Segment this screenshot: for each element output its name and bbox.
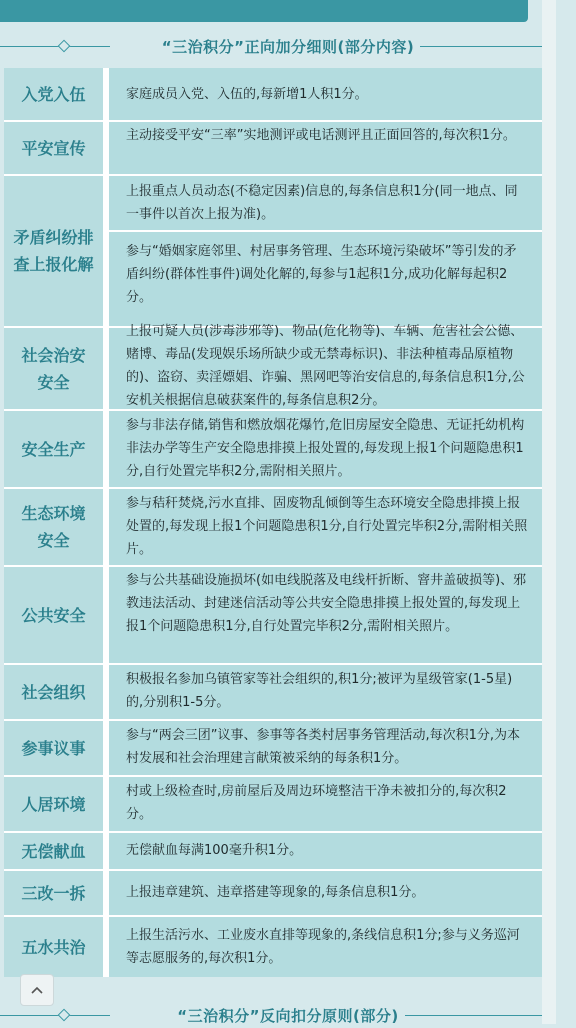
diamond-ornament-icon — [58, 40, 71, 53]
table-row — [4, 122, 542, 174]
row-rule: 上报可疑人员(涉毒涉邪等)、物品(危化物等)、车辆、危害社会公德、赌博、毒品(发现娱乐场所缺少或无禁毒标识)、非法种植毒品原植物的)、盗窃、卖淫嫖娼、诈骗、黑网吧等治安信息的,每条信息积1分,公安机关根据信息破获案件的,每条信息积2分。 — [126, 324, 525, 408]
row-category: 五水共治 — [21, 937, 86, 957]
row-category: 人居环境 — [21, 794, 86, 814]
diamond-ornament-icon — [58, 1009, 71, 1022]
chevron-up-icon — [30, 985, 44, 995]
row-rule: 参与非法存储,销售和燃放烟花爆竹,危旧房屋安全隐患、无证托幼机构非法办学等生产安全隐患排摸上报处置的,每发现上报1个问题隐患积1分,自行处置完毕积2分,需附相关照片。 — [126, 418, 525, 479]
row-rule: 参与“两会三团”议事、参事等各类村居事务管理活动,每次积1分,为本村发展和社会治理建言献策被采纳的每条积1分。 — [126, 728, 521, 766]
table-row — [4, 833, 542, 869]
row-rule: 积极报名参加乌镇管家等社会组织的,积1分;被评为星级管家(1-5星)的,分别积1-5分。 — [126, 672, 513, 710]
row-rule: 参与“婚姻家庭邻里、村居事务管理、生态环境污染破坏”等引发的矛盾纠纷(群体性事件)调处化解的,每参与1起积1分,成功化解每起积2分。 — [126, 244, 517, 305]
section-header — [0, 33, 576, 59]
table-row — [4, 871, 542, 915]
table-row — [4, 489, 542, 565]
row-rule: 上报重点人员动态(不稳定因素)信息的,每条信息积1分(同一地点、同一事件以首次上报为准)。 — [126, 184, 518, 222]
scrollbar-track[interactable] — [542, 0, 556, 1024]
section-title: “三治积分”正向加分细则(部分内容) — [156, 36, 420, 57]
row-rule: 参与公共基础设施损坏(如电线脱落及电线杆折断、窨井盖破损等)、邪教违法活动、封建迷信活动等公共安全隐患排摸上报处置的,每发现上报1个问题隐患积1分,自行处置完毕积2分,需附相关照片。 — [126, 573, 527, 634]
row-rule: 主动接受平安“三率”实地测评或电话测评且正面回答的,每次积1分。 — [126, 128, 516, 143]
row-category: 社会治安安全 — [21, 345, 86, 392]
row-rule: 上报违章建筑、违章搭建等现象的,每条信息积1分。 — [126, 885, 425, 900]
row-rule: 家庭成员入党、入伍的,每新增1人积1分。 — [126, 87, 368, 102]
row-category: 安全生产 — [21, 439, 86, 459]
table-row — [4, 324, 542, 409]
row-category: 公共安全 — [21, 605, 86, 625]
row-category: 社会组织 — [21, 682, 86, 702]
next-section-title: “三治积分”反向扣分原则(部分) — [171, 1005, 404, 1026]
table-row — [4, 721, 542, 775]
row-category: 三改一拆 — [21, 883, 86, 903]
table-row — [4, 68, 542, 120]
row-category: 平安宣传 — [21, 138, 86, 158]
row-rule: 参与秸秆焚烧,污水直排、固废物乱倾倒等生态环境安全隐患排摸上报处置的,每发现上报1个问题隐患积1分,自行处置完毕积2分,需附相关照片。 — [126, 496, 528, 557]
table-row — [4, 665, 542, 719]
row-rule: 无偿献血每满100毫升积1分。 — [126, 843, 303, 858]
row-category: 参事议事 — [21, 738, 86, 758]
row-category: 生态环境安全 — [21, 504, 86, 550]
table-row — [4, 176, 542, 326]
table-row — [4, 917, 542, 977]
table-row — [4, 567, 542, 663]
row-rule: 上报生活污水、工业废水直排等现象的,条线信息积1分;参与义务巡河等志愿服务的,每次积1分。 — [126, 928, 520, 966]
table-row — [4, 411, 542, 487]
row-category: 无偿献血 — [21, 841, 86, 861]
table-row — [4, 777, 542, 831]
top-banner — [0, 0, 528, 22]
row-category: 矛盾纠纷排查上报化解 — [13, 228, 94, 274]
next-section-header — [0, 1002, 576, 1028]
rules-table — [4, 68, 542, 977]
row-category: 入党入伍 — [21, 84, 86, 104]
row-rule: 村或上级检查时,房前屋后及周边环境整洁干净未被扣分的,每次积2分。 — [126, 784, 507, 822]
